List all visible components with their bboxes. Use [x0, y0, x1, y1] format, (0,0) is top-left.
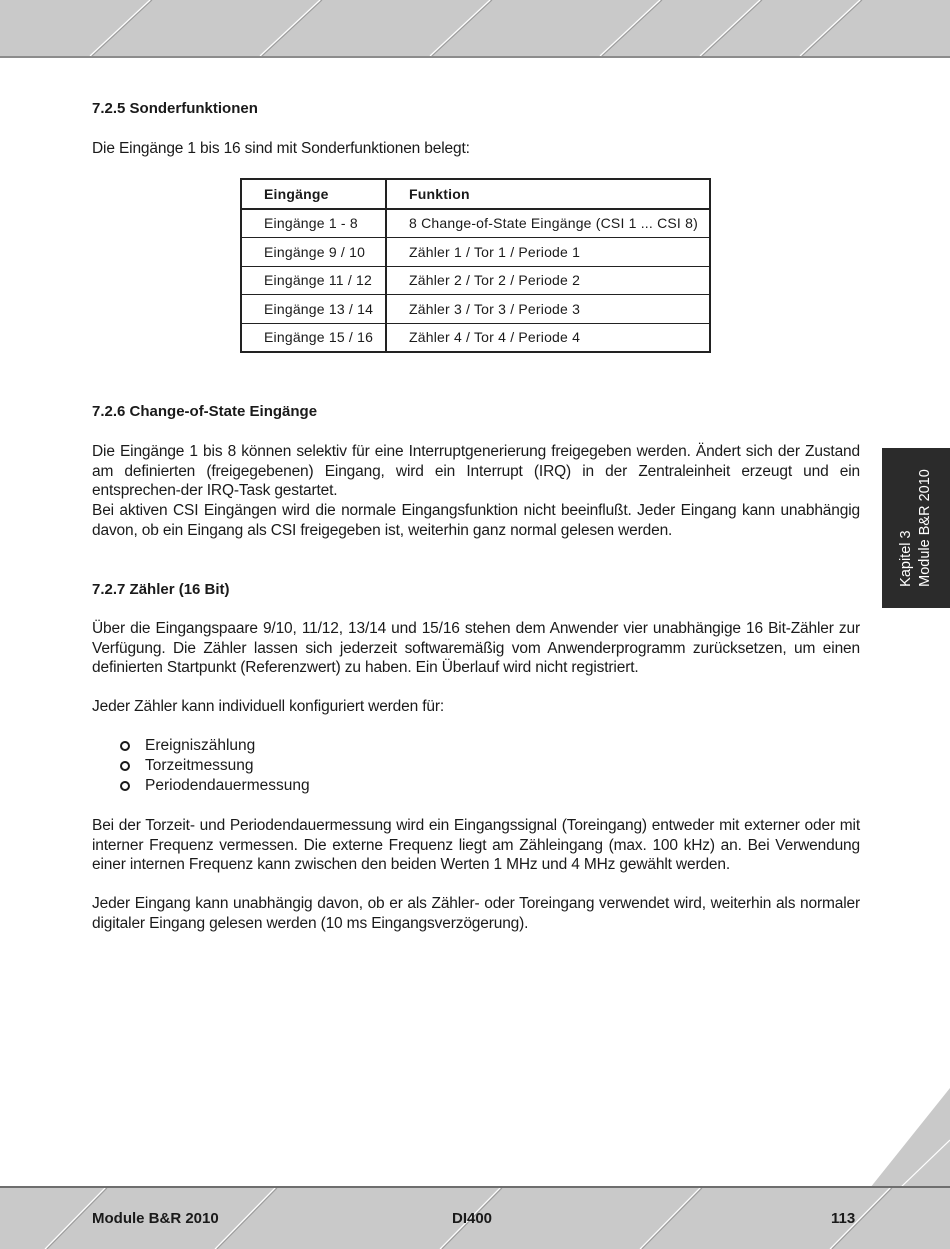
table-row	[241, 266, 710, 295]
chapter-module-label: Module B&R 2010	[917, 469, 933, 587]
table-cell: Zähler 2 / Tor 2 / Periode 2	[386, 266, 710, 295]
counter-paragraph-4: Jeder Eingang kann unabhängig davon, ob er als Zähler- oder Toreingang verwendet wird, weiterhin als normaler digitaler Eingang gelesen werden (10 ms Eingangsverzögerung).	[92, 895, 860, 932]
table-cell: Zähler 3 / Tor 3 / Periode 3	[386, 295, 710, 324]
counter-paragraph-3: Bei der Torzeit- und Periodendauermessung wird ein Eingangssignal (Toreingang) entweder mit externer oder mit interner Frequenz vermessen. Die externe Frequenz liegt am Zähleingang (max. 100 kHz) an. Bei Verwendung einer internen Frequenz kann zwischen den beiden Werten 1 MHz und 4 MHz gewählt werden.	[92, 817, 860, 873]
table-row	[241, 323, 710, 352]
circle-bullet-icon	[120, 741, 130, 751]
corner-wedge	[840, 1088, 950, 1188]
list-item	[120, 756, 310, 776]
counter-mode-list	[120, 736, 310, 796]
table-cell: Eingänge 11 / 12	[241, 266, 386, 295]
intro-text: Die Eingänge 1 bis 16 sind mit Sonderfunktionen belegt:	[92, 140, 470, 157]
heading-change-of-state: 7.2.6 Change-of-State Eingänge	[92, 403, 318, 420]
table-cell: Zähler 1 / Tor 1 / Periode 1	[386, 238, 710, 267]
table-cell: 8 Change-of-State Eingänge (CSI 1 ... CSI 8)	[386, 209, 710, 238]
table-row	[241, 238, 710, 267]
counter-paragraph-2: Jeder Zähler kann individuell konfiguriert werden für:	[92, 698, 445, 715]
circle-bullet-icon	[120, 781, 130, 791]
chapter-side-tab	[882, 448, 950, 608]
table-header-funktion: Funktion	[386, 179, 710, 209]
footer-manual-title: Module B&R 2010	[92, 1210, 219, 1227]
table-row	[241, 209, 710, 238]
list-item-label: Periodendauermessung	[145, 777, 310, 794]
list-item	[120, 776, 310, 796]
heading-zaehler: 7.2.7 Zähler (16 Bit)	[92, 581, 230, 598]
table-row	[241, 295, 710, 324]
header-diagonal-lines	[0, 0, 950, 56]
header-band	[0, 0, 950, 58]
table-header-row	[241, 179, 710, 209]
input-function-table	[240, 178, 711, 353]
chapter-label: Kapitel 3	[898, 530, 914, 587]
table-cell: Eingänge 9 / 10	[241, 238, 386, 267]
list-item-label: Ereigniszählung	[145, 737, 256, 754]
footer-module-name: DI400	[452, 1210, 493, 1227]
table-cell: Eingänge 13 / 14	[241, 295, 386, 324]
table-cell: Eingänge 1 - 8	[241, 209, 386, 238]
cos-paragraph-1: Die Eingänge 1 bis 8 können selektiv für eine Interruptgenerierung freigegeben werden. Ändert sich der Zustand am definierten (freigegebenen) Eingang, wird ein Interrupt (IRQ) in der Zentraleinheit erzeugt und ein entsprechen-der IRQ-Task gestartet.	[92, 443, 860, 499]
chapter-side-tab-text	[897, 469, 935, 587]
counter-paragraph-1: Über die Eingangspaare 9/10, 11/12, 13/14 und 15/16 stehen dem Anwender vier unabhängige 16 Bit-Zähler zur Verfügung. Die Zähler lassen sich jederzeit softwaremäßig vom Anwenderprogramm zurücksetzen, um einen definierten Startpunkt (Referenzwert) zu haben. Ein Überlauf wird nicht registriert.	[92, 620, 860, 676]
table-header-eingaenge: Eingänge	[241, 179, 386, 209]
list-item-label: Torzeitmessung	[145, 757, 254, 774]
cos-paragraph-2: Bei aktiven CSI Eingängen wird die normale Eingangsfunktion nicht beeinflußt. Jeder Eingang kann unabhängig davon, ob ein Eingang als CSI freigegeben ist, weiterhin ganz normal gelesen werden.	[92, 502, 860, 539]
circle-bullet-icon	[120, 761, 130, 771]
table-cell: Eingänge 15 / 16	[241, 323, 386, 352]
list-item	[120, 736, 310, 756]
footer-page-number: 113	[831, 1210, 856, 1227]
heading-sonderfunktionen: 7.2.5 Sonderfunktionen	[92, 100, 258, 117]
table-cell: Zähler 4 / Tor 4 / Periode 4	[386, 323, 710, 352]
